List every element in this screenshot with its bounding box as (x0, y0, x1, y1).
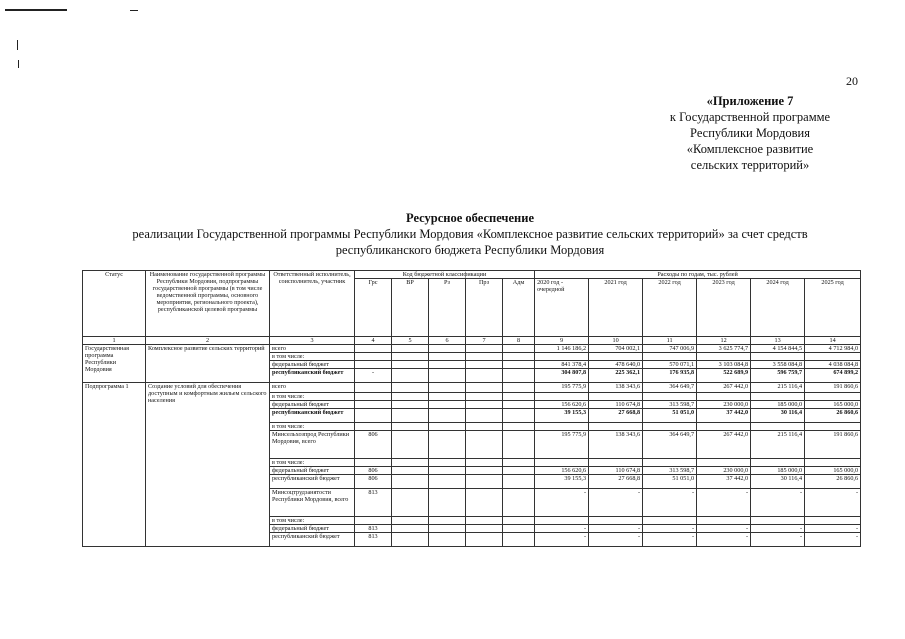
amount-cell: - (697, 489, 751, 517)
amount-cell (643, 423, 697, 431)
page-number: 20 (846, 74, 858, 88)
header-name: Наименование государственной программы Республики Мордовия, подпрограммы государственной программы (в том числе ведомственной программы, основного мероприятия, регионального проекта), республиканской целевой программы (146, 271, 270, 337)
code-cell-empty (466, 525, 503, 533)
amount-cell: - (751, 533, 805, 547)
code-cell-empty (392, 361, 429, 369)
header-status: Статус (83, 271, 146, 337)
amount-cell: 26 860,6 (805, 475, 861, 489)
code-cell-empty (392, 369, 429, 383)
code-cell-empty (429, 517, 466, 525)
grbs-cell: 813 (355, 533, 392, 547)
amount-cell: 26 860,6 (805, 409, 861, 423)
amount-cell: 39 155,3 (535, 475, 589, 489)
appendix-line-2: к Государственной программе (669, 110, 831, 124)
responsible-cell: в том числе: (270, 459, 355, 467)
code-cell-empty (503, 383, 535, 393)
responsible-cell: Минсельхозпрод Республики Мордовия, всего (270, 431, 355, 459)
scan-artifact-top (5, 9, 67, 11)
amount-cell: 747 006,9 (643, 345, 697, 353)
code-cell-empty (392, 459, 429, 467)
amount-cell (697, 459, 751, 467)
amount-cell: 364 649,7 (643, 383, 697, 393)
amount-cell: 195 775,9 (535, 431, 589, 459)
amount-cell: 27 668,8 (589, 409, 643, 423)
amount-cell (805, 353, 861, 361)
code-cell-empty (503, 345, 535, 353)
header-2021: 2021 год (589, 279, 643, 337)
amount-cell: - (535, 533, 589, 547)
amount-cell: 4 038 084,8 (805, 361, 861, 369)
amount-cell (751, 459, 805, 467)
amount-cell: 37 442,0 (697, 409, 751, 423)
code-cell-empty (429, 345, 466, 353)
code-cell-empty (466, 409, 503, 423)
amount-cell (589, 459, 643, 467)
amount-cell: 195 775,9 (535, 383, 589, 393)
code-cell-empty (429, 467, 466, 475)
amount-cell: 176 935,8 (643, 369, 697, 383)
amount-cell: - (589, 525, 643, 533)
code-cell-empty (466, 533, 503, 547)
code-cell-empty (503, 489, 535, 517)
code-cell-empty (392, 431, 429, 459)
amount-cell: 191 860,6 (805, 383, 861, 393)
amount-cell: 522 689,9 (697, 369, 751, 383)
code-cell-empty (429, 409, 466, 423)
header-2023: 2023 год (697, 279, 751, 337)
amount-cell (643, 459, 697, 467)
amount-cell: - (535, 489, 589, 517)
code-cell-empty (429, 475, 466, 489)
amount-cell: 27 668,8 (589, 475, 643, 489)
code-cell-empty (466, 459, 503, 467)
code-cell-empty (429, 525, 466, 533)
amount-cell (535, 353, 589, 361)
code-cell-empty (466, 517, 503, 525)
amount-cell (805, 423, 861, 431)
index-cell: 12 (697, 337, 751, 345)
amount-cell (589, 393, 643, 401)
code-cell-empty (429, 361, 466, 369)
index-cell: 5 (392, 337, 429, 345)
index-cell: 4 (355, 337, 392, 345)
code-cell-empty (429, 533, 466, 547)
appendix-line-5: сельских территорий» (690, 158, 810, 172)
code-cell-empty (503, 525, 535, 533)
amount-cell: 110 674,8 (589, 467, 643, 475)
amount-cell: 3 103 084,8 (697, 361, 751, 369)
code-cell-empty (392, 517, 429, 525)
amount-cell: - (589, 489, 643, 517)
amount-cell: 138 343,6 (589, 383, 643, 393)
code-cell-empty (503, 517, 535, 525)
code-cell-empty (466, 489, 503, 517)
grbs-cell: 806 (355, 431, 392, 459)
header-budget-code: Код бюджетной классификации (355, 271, 535, 279)
code-cell-empty (503, 369, 535, 383)
status-cell: Подпрограмма 1 (83, 383, 146, 547)
amount-cell (589, 517, 643, 525)
amount-cell: 4 154 844,5 (751, 345, 805, 353)
index-cell: 8 (503, 337, 535, 345)
amount-cell: 674 899,2 (805, 369, 861, 383)
responsible-cell: всего (270, 383, 355, 393)
amount-cell: 185 000,0 (751, 467, 805, 475)
responsible-cell: федеральный бюджет (270, 361, 355, 369)
code-cell-empty (392, 401, 429, 409)
amount-cell (535, 459, 589, 467)
code-cell-empty (429, 393, 466, 401)
header-pr: Прз (466, 279, 503, 337)
name-cell: Комплексное развитие сельских территорий (146, 345, 270, 383)
program-row (83, 345, 861, 353)
heading-line-1: Ресурсное обеспечение (405, 211, 534, 225)
amount-cell (751, 393, 805, 401)
amount-cell: 51 051,0 (643, 475, 697, 489)
amount-cell: 156 620,6 (535, 467, 589, 475)
amount-cell (697, 423, 751, 431)
amount-cell: 230 000,0 (697, 401, 751, 409)
grbs-cell (355, 361, 392, 369)
index-cell: 13 (751, 337, 805, 345)
index-cell: 1 (83, 337, 146, 345)
grbs-cell (355, 393, 392, 401)
amount-cell: 3 558 084,8 (751, 361, 805, 369)
amount-cell: 313 598,7 (643, 401, 697, 409)
responsible-cell: в том числе: (270, 517, 355, 525)
header-2022: 2022 год (643, 279, 697, 337)
header-rz: Рз (429, 279, 466, 337)
amount-cell: - (805, 525, 861, 533)
grbs-cell: - (355, 369, 392, 383)
index-row (83, 337, 861, 345)
amount-cell (751, 517, 805, 525)
code-cell-empty (429, 401, 466, 409)
code-cell-empty (503, 361, 535, 369)
amount-cell: 165 000,0 (805, 467, 861, 475)
responsible-cell: в том числе: (270, 393, 355, 401)
amount-cell: 304 807,8 (535, 369, 589, 383)
grbs-cell (355, 423, 392, 431)
amount-cell (589, 353, 643, 361)
header-vr: ВР (392, 279, 429, 337)
amount-cell (643, 353, 697, 361)
amount-cell: - (751, 525, 805, 533)
index-cell: 10 (589, 337, 643, 345)
index-cell: 3 (270, 337, 355, 345)
grbs-cell (355, 383, 392, 393)
code-cell-empty (392, 525, 429, 533)
heading-line-3: республиканского бюджета Республики Мордовия (335, 243, 605, 257)
code-cell-empty (466, 401, 503, 409)
code-cell-empty (392, 467, 429, 475)
code-cell-empty (392, 383, 429, 393)
amount-cell (535, 517, 589, 525)
amount-cell: 138 343,6 (589, 431, 643, 459)
amount-cell (805, 459, 861, 467)
code-cell-empty (503, 533, 535, 547)
header-grbs: Грс (355, 279, 392, 337)
amount-cell: 215 116,4 (751, 431, 805, 459)
index-cell: 14 (805, 337, 861, 345)
heading-line-2: реализации Государственной программы Республики Мордовия «Комплексное развитие сельских территорий» за счет средств (132, 227, 808, 241)
responsible-cell: федеральный бюджет (270, 525, 355, 533)
responsible-cell: всего (270, 345, 355, 353)
responsible-cell: Минсоцтрудзанятости Республики Мордовия, всего (270, 489, 355, 517)
amount-cell: 215 116,4 (751, 383, 805, 393)
code-cell-empty (503, 409, 535, 423)
responsible-cell: в том числе: (270, 423, 355, 431)
amount-cell: - (697, 525, 751, 533)
amount-cell: 841 378,4 (535, 361, 589, 369)
code-cell-empty (466, 467, 503, 475)
appendix-title: «Приложение 7 (706, 94, 794, 108)
amount-cell (589, 423, 643, 431)
amount-cell: 313 598,7 (643, 467, 697, 475)
code-cell-empty (466, 423, 503, 431)
grbs-cell: 806 (355, 467, 392, 475)
amount-cell (535, 423, 589, 431)
amount-cell (805, 393, 861, 401)
appendix-line-3: Республики Мордовия (690, 126, 810, 140)
amount-cell: - (535, 525, 589, 533)
amount-cell: 570 071,1 (643, 361, 697, 369)
responsible-cell: республиканский бюджет (270, 533, 355, 547)
amount-cell: - (805, 489, 861, 517)
header-adm: Адм (503, 279, 535, 337)
header-2020: 2020 год - очередной (535, 279, 589, 337)
amount-cell (697, 517, 751, 525)
code-cell-empty (392, 345, 429, 353)
code-cell-empty (466, 431, 503, 459)
scan-artifact-left (17, 40, 18, 50)
amount-cell: 39 155,3 (535, 409, 589, 423)
responsible-cell: республиканский бюджет (270, 409, 355, 423)
grbs-cell: 813 (355, 489, 392, 517)
amount-cell (751, 423, 805, 431)
responsible-cell: республиканский бюджет (270, 475, 355, 489)
amount-cell: - (589, 533, 643, 547)
grbs-cell (355, 517, 392, 525)
header-expenses: Расходы по годам, тыс. рублей (535, 271, 861, 279)
amount-cell: 110 674,8 (589, 401, 643, 409)
amount-cell: 596 759,7 (751, 369, 805, 383)
resource-table (82, 270, 861, 547)
amount-cell (805, 517, 861, 525)
amount-cell: 267 442,0 (697, 383, 751, 393)
code-cell-empty (466, 393, 503, 401)
code-cell-empty (503, 353, 535, 361)
grbs-cell (355, 345, 392, 353)
amount-cell (751, 353, 805, 361)
amount-cell (535, 393, 589, 401)
amount-cell: - (643, 533, 697, 547)
code-cell-empty (503, 467, 535, 475)
code-cell-empty (392, 393, 429, 401)
amount-cell: 364 649,7 (643, 431, 697, 459)
amount-cell: 165 000,0 (805, 401, 861, 409)
code-cell-empty (392, 353, 429, 361)
amount-cell: 156 620,6 (535, 401, 589, 409)
amount-cell: 191 860,6 (805, 431, 861, 459)
amount-cell (643, 517, 697, 525)
name-cell: Создание условий для обеспечения доступным и комфортным жильем сельского населения (146, 383, 270, 547)
scan-artifact-left-2 (18, 60, 19, 68)
code-cell-empty (503, 459, 535, 467)
code-cell-empty (429, 353, 466, 361)
grbs-cell (355, 353, 392, 361)
code-cell-empty (503, 475, 535, 489)
status-cell: Государственная программа Республики Мордовия (83, 345, 146, 383)
amount-cell: 478 640,0 (589, 361, 643, 369)
amount-cell: 4 712 984,0 (805, 345, 861, 353)
code-cell-empty (503, 401, 535, 409)
amount-cell: 225 362,1 (589, 369, 643, 383)
amount-cell: 185 000,0 (751, 401, 805, 409)
grbs-cell (355, 459, 392, 467)
code-cell-empty (466, 345, 503, 353)
header-2024: 2024 год (751, 279, 805, 337)
amount-cell (697, 353, 751, 361)
grbs-cell (355, 401, 392, 409)
responsible-cell: федеральный бюджет (270, 401, 355, 409)
code-cell-empty (429, 383, 466, 393)
header-row-1 (83, 271, 861, 279)
amount-cell: 30 116,4 (751, 409, 805, 423)
code-cell-empty (466, 475, 503, 489)
appendix-block (600, 93, 900, 173)
scan-artifact-top-short (130, 10, 138, 11)
amount-cell: - (751, 489, 805, 517)
amount-cell: 267 442,0 (697, 431, 751, 459)
header-2025: 2025 год (805, 279, 861, 337)
sub1-row (83, 383, 861, 393)
index-cell: 9 (535, 337, 589, 345)
code-cell-empty (466, 369, 503, 383)
responsible-cell: республиканский бюджет (270, 369, 355, 383)
amount-cell: 37 442,0 (697, 475, 751, 489)
code-cell-empty (466, 353, 503, 361)
grbs-cell: 806 (355, 475, 392, 489)
amount-cell: 704 002,1 (589, 345, 643, 353)
amount-cell: 230 000,0 (697, 467, 751, 475)
code-cell-empty (392, 533, 429, 547)
index-cell: 6 (429, 337, 466, 345)
appendix-line-4: «Комплексное развитие (686, 142, 814, 156)
code-cell-empty (466, 361, 503, 369)
code-cell-empty (503, 423, 535, 431)
index-cell: 2 (146, 337, 270, 345)
code-cell-empty (392, 423, 429, 431)
code-cell-empty (466, 383, 503, 393)
responsible-cell: в том числе: (270, 353, 355, 361)
amount-cell (697, 393, 751, 401)
amount-cell: - (643, 489, 697, 517)
amount-cell: - (697, 533, 751, 547)
grbs-cell: 813 (355, 525, 392, 533)
code-cell-empty (503, 393, 535, 401)
index-cell: 11 (643, 337, 697, 345)
code-cell-empty (429, 369, 466, 383)
amount-cell: 30 116,4 (751, 475, 805, 489)
amount-cell: - (643, 525, 697, 533)
code-cell-empty (392, 409, 429, 423)
amount-cell (643, 393, 697, 401)
amount-cell: - (805, 533, 861, 547)
code-cell-empty (503, 431, 535, 459)
document-heading (70, 210, 870, 258)
amount-cell: 3 625 774,7 (697, 345, 751, 353)
grbs-cell (355, 409, 392, 423)
index-cell: 7 (466, 337, 503, 345)
code-cell-empty (429, 423, 466, 431)
code-cell-empty (429, 431, 466, 459)
header-responsible: Ответственный исполнитель, соисполнитель, участник (270, 271, 355, 337)
code-cell-empty (392, 489, 429, 517)
amount-cell: 1 146 186,2 (535, 345, 589, 353)
code-cell-empty (429, 489, 466, 517)
code-cell-empty (392, 475, 429, 489)
responsible-cell: федеральный бюджет (270, 467, 355, 475)
amount-cell: 51 051,0 (643, 409, 697, 423)
code-cell-empty (429, 459, 466, 467)
